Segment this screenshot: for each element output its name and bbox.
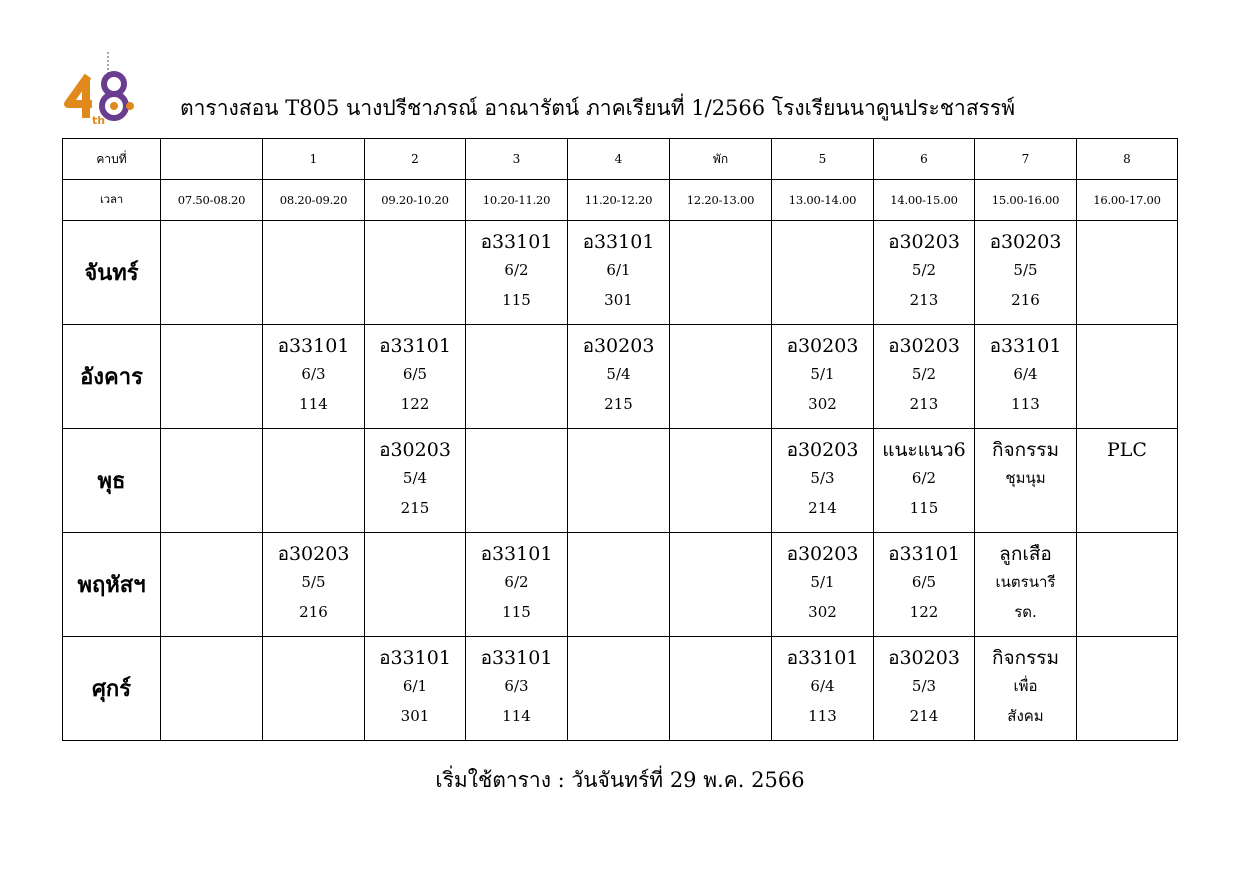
schedule-cell [161, 637, 263, 741]
day-row [63, 221, 1178, 325]
room-number: 301 [400, 707, 430, 725]
class-group: 6/4 [810, 677, 835, 695]
schedule-cell [670, 429, 772, 533]
room-number: 215 [400, 499, 430, 517]
subject-code: อ33101 [277, 335, 350, 357]
subject-code: อ33101 [989, 335, 1062, 357]
period-header-cell: 5 [772, 139, 874, 180]
schedule-cell [975, 429, 1077, 533]
room-number: 122 [400, 395, 430, 413]
schedule-cell [772, 429, 874, 533]
schedule-cell [365, 325, 466, 429]
class-group: 5/1 [810, 573, 835, 591]
day-row [63, 533, 1178, 637]
class-group: 5/3 [810, 469, 835, 487]
room-number: 114 [299, 395, 328, 413]
day-row [63, 637, 1178, 741]
schedule-cell [263, 429, 365, 533]
schedule-cell [874, 325, 975, 429]
schedule-cell [568, 429, 670, 533]
schedule-cell [161, 325, 263, 429]
schedule-cell [263, 533, 365, 637]
schedule-cell [263, 325, 365, 429]
subject-code: อ33101 [480, 543, 553, 565]
schedule-cell [466, 221, 568, 325]
timetable [62, 138, 1178, 741]
page-title: ตารางสอน T805 นางปรีชาภรณ์ อาณารัตน์ ภาคเรียนที่ 1/2566 โรงเรียนนาดูนประชาสรรพ์ [180, 96, 1016, 120]
time-slot-cell: 16.00-17.00 [1077, 180, 1178, 221]
subject-code: อ30203 [582, 335, 655, 357]
schedule-cell [568, 325, 670, 429]
schedule-cell [365, 637, 466, 741]
day-name: พุธ [63, 429, 161, 533]
schedule-cell [1077, 325, 1178, 429]
schedule-cell [161, 533, 263, 637]
time-slot-cell: 09.20-10.20 [365, 180, 466, 221]
schedule-cell [568, 533, 670, 637]
class-group: 6/3 [301, 365, 326, 383]
subject-code: กิจกรรม [991, 439, 1060, 461]
subject-code: อ33101 [480, 647, 553, 669]
class-group: 6/3 [504, 677, 529, 695]
schedule-cell [772, 637, 874, 741]
class-group: 5/1 [810, 365, 835, 383]
subject-code: อ30203 [888, 647, 960, 669]
day-name: ศุกร์ [63, 637, 161, 741]
room-number: 122 [909, 603, 939, 621]
schedule-cell [568, 637, 670, 741]
time-slot-cell: 07.50-08.20 [161, 180, 263, 221]
room-number: 302 [808, 603, 837, 621]
schedule-cell [772, 533, 874, 637]
period-header-cell: 2 [365, 139, 466, 180]
schedule-cell [975, 637, 1077, 741]
time-slot-cell: 08.20-09.20 [263, 180, 365, 221]
day-name: อังคาร [63, 325, 161, 429]
class-group: 6/5 [402, 365, 428, 383]
schedule-cell [1077, 221, 1178, 325]
subject-code: อ30203 [786, 439, 859, 461]
room-number: 216 [1011, 291, 1040, 309]
class-group: เพื่อ [1013, 677, 1038, 695]
schedule-cell [670, 221, 772, 325]
class-group: 6/1 [402, 677, 428, 695]
day-name: จันทร์ [63, 221, 161, 325]
schedule-cell [670, 325, 772, 429]
room-number: 301 [604, 291, 633, 309]
period-header-cell: 7 [975, 139, 1077, 180]
schedule-cell [1077, 637, 1178, 741]
subject-code: PLC [1107, 439, 1147, 461]
time-slot-cell: 12.20-13.00 [670, 180, 772, 221]
room-number: 115 [502, 291, 531, 309]
day-row [63, 325, 1178, 429]
room-number: 215 [604, 395, 633, 413]
room-number: 113 [808, 707, 837, 725]
schedule-cell [365, 221, 466, 325]
subject-code: อ30203 [888, 335, 960, 357]
room-number: 115 [502, 603, 531, 621]
period-header-cell: พัก [670, 139, 772, 180]
subject-code: อ33101 [379, 335, 451, 357]
time-label: เวลา [63, 180, 161, 221]
day-name: พฤหัสฯ [63, 533, 161, 637]
schedule-cell [263, 221, 365, 325]
start-date-note: เริ่มใช้ตาราง : วันจันทร์ที่ 29 พ.ค. 2566 [435, 768, 805, 792]
schedule-cell [772, 221, 874, 325]
schedule-cell [772, 325, 874, 429]
subject-code: กิจกรรม [991, 647, 1060, 669]
room-number: 213 [909, 395, 939, 413]
schedule-cell [466, 429, 568, 533]
subject-code: อ30203 [379, 439, 451, 461]
class-group: 6/2 [504, 573, 529, 591]
schedule-cell [1077, 533, 1178, 637]
schedule-cell [365, 429, 466, 533]
subject-code: อ33101 [786, 647, 859, 669]
subject-code: อ30203 [277, 543, 350, 565]
time-slot-cell: 15.00-16.00 [975, 180, 1077, 221]
schedule-cell [161, 221, 263, 325]
period-header-cell: 6 [874, 139, 975, 180]
schedule-cell [975, 325, 1077, 429]
schedule-cell [874, 221, 975, 325]
period-header-row [63, 139, 1178, 180]
subject-code: อ30203 [786, 543, 859, 565]
schedule-cell [1077, 429, 1178, 533]
schedule-cell [874, 429, 975, 533]
class-group: 5/5 [1013, 261, 1038, 279]
room-number: 214 [808, 499, 837, 517]
room-number: 115 [909, 499, 939, 517]
room-number: 216 [299, 603, 328, 621]
room-number: 302 [808, 395, 837, 413]
period-label: คาบที่ [63, 139, 161, 180]
class-group: 5/2 [911, 365, 937, 383]
subject-code: อ33101 [379, 647, 451, 669]
schedule-cell [975, 533, 1077, 637]
schedule-cell [975, 221, 1077, 325]
class-group: 5/4 [402, 469, 428, 487]
room-number: 214 [909, 707, 939, 725]
schedule-cell [263, 637, 365, 741]
schedule-cell [874, 533, 975, 637]
time-slot-cell: 14.00-15.00 [874, 180, 975, 221]
room-number: สังคม [1007, 707, 1044, 725]
room-number: 114 [502, 707, 531, 725]
class-group: เนตรนารี [995, 573, 1056, 591]
class-group: 6/2 [504, 261, 529, 279]
schedule-cell [670, 637, 772, 741]
room-number: รด. [1014, 603, 1037, 621]
period-header-cell: 4 [568, 139, 670, 180]
class-group: 5/2 [911, 261, 937, 279]
subject-code: ลูกเสือ [999, 543, 1052, 565]
room-number: 113 [1011, 395, 1040, 413]
schedule-cell [568, 221, 670, 325]
subject-code: อ30203 [786, 335, 859, 357]
class-group: 5/4 [606, 365, 631, 383]
subject-code: อ30203 [888, 231, 960, 253]
subject-code: อ33101 [888, 543, 960, 565]
room-number: 213 [909, 291, 939, 309]
subject-code: อ33101 [582, 231, 655, 253]
subject-code: แนะแนว6 [882, 439, 966, 461]
class-group: 5/3 [911, 677, 937, 695]
period-header-cell [161, 139, 263, 180]
class-group: 6/5 [911, 573, 937, 591]
subject-code: อ30203 [989, 231, 1062, 253]
schedule-cell [874, 637, 975, 741]
school-48th-logo [62, 48, 142, 128]
class-group: 5/5 [301, 573, 326, 591]
schedule-cell [365, 533, 466, 637]
class-group: 6/4 [1013, 365, 1038, 383]
class-group: 6/2 [911, 469, 937, 487]
subject-code: อ33101 [480, 231, 553, 253]
schedule-cell [466, 325, 568, 429]
period-header-cell: 8 [1077, 139, 1178, 180]
time-slot-cell: 10.20-11.20 [466, 180, 568, 221]
schedule-cell [161, 429, 263, 533]
class-group: 6/1 [606, 261, 631, 279]
time-header-row [63, 180, 1178, 221]
time-slot-cell: 13.00-14.00 [772, 180, 874, 221]
svg-text:th: th [92, 114, 106, 127]
schedule-cell [466, 533, 568, 637]
period-header-cell: 1 [263, 139, 365, 180]
time-slot-cell: 11.20-12.20 [568, 180, 670, 221]
class-group: ชุมนุม [1005, 469, 1046, 487]
day-row [63, 429, 1178, 533]
period-header-cell: 3 [466, 139, 568, 180]
schedule-cell [466, 637, 568, 741]
schedule-cell [670, 533, 772, 637]
